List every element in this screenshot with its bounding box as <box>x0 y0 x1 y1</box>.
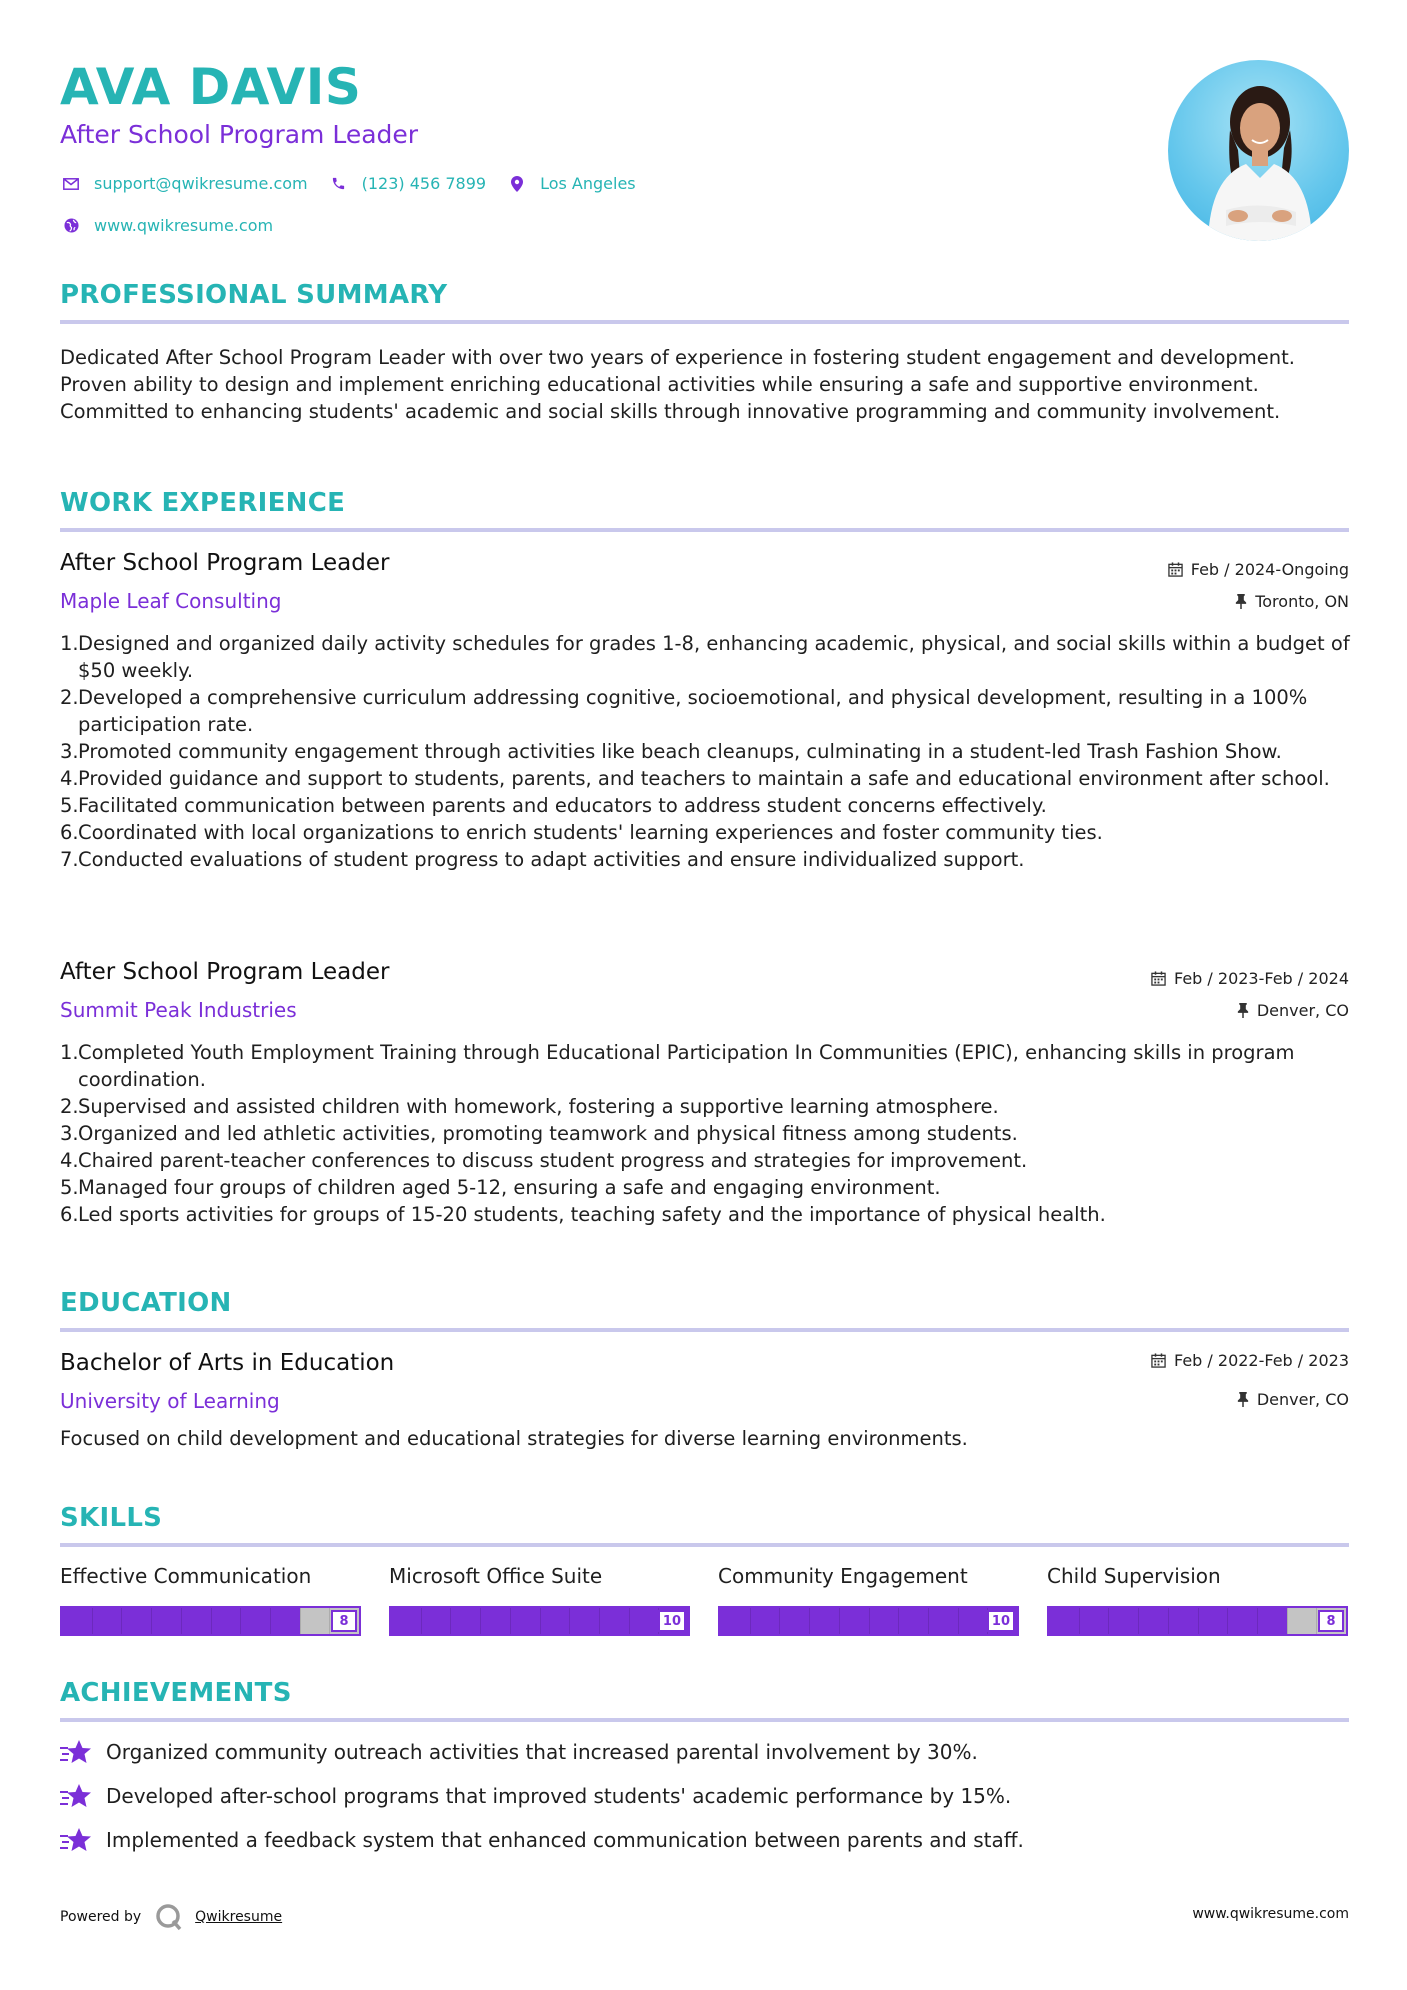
skill-bar-segment <box>181 1608 182 1634</box>
skill-item <box>718 1564 1019 1636</box>
job-dates <box>1151 969 1349 988</box>
skill-bar-segment <box>839 1608 840 1634</box>
skill-item <box>389 1564 690 1636</box>
skill-bar-segment <box>1138 1608 1139 1634</box>
skill-bar-segment <box>270 1608 271 1634</box>
skill-bar-segment <box>1287 1608 1288 1634</box>
section-title-skills: SKILLS <box>60 1503 163 1533</box>
section-divider <box>60 1718 1349 1722</box>
qwikresume-logo-icon <box>155 1903 183 1931</box>
powered-by <box>60 1903 282 1931</box>
list-item: Supervised and assisted children with homework, fostering a supportive learning atmosphere. <box>78 1095 999 1118</box>
skill-bar-segment <box>510 1608 511 1634</box>
qwikresume-link[interactable]: Qwikresume <box>195 1909 283 1925</box>
powered-by-label: Powered by <box>60 1909 142 1925</box>
pushpin-icon <box>1235 594 1247 609</box>
email-link[interactable]: support@qwikresume.com <box>94 174 308 193</box>
skill-bar-segment <box>300 1608 301 1634</box>
skill-bar-segment <box>1108 1608 1109 1634</box>
section-title-summary: PROFESSIONAL SUMMARY <box>60 280 448 310</box>
job-dates-text: Feb / 2023-Feb / 2024 <box>1174 969 1349 988</box>
achievement-item <box>60 1738 978 1766</box>
job-dates-text: Feb / 2024-Ongoing <box>1190 560 1349 579</box>
list-item: Provided guidance and support to students, parents, and teachers to maintain a safe and educational environment after school. <box>78 767 1330 790</box>
job-bullets <box>60 630 1350 873</box>
skill-item <box>60 1564 361 1636</box>
skill-bar-segment <box>928 1608 929 1634</box>
skill-bar-segment <box>121 1608 122 1634</box>
calendar-icon <box>1151 1353 1166 1368</box>
education-location <box>1237 1390 1349 1409</box>
calendar-icon <box>1151 971 1166 986</box>
skill-bar-segment <box>540 1608 541 1634</box>
section-divider <box>60 320 1349 324</box>
skill-level-bar <box>389 1606 690 1636</box>
star-icon <box>60 1782 92 1810</box>
achievement-item <box>60 1826 1024 1854</box>
education-location-text: Denver, CO <box>1256 1390 1349 1409</box>
achievement-text: Developed after-school programs that improved students' academic performance by 15%. <box>106 1784 1012 1808</box>
skill-bar-segment <box>869 1608 870 1634</box>
job-dates <box>1168 560 1349 579</box>
skill-level-badge: 8 <box>1318 1610 1344 1632</box>
list-item: Coordinated with local organizations to enrich students' learning experiences and foster community ties. <box>78 821 1103 844</box>
list-item: Completed Youth Employment Training through Educational Participation In Communities (EPIC), enhancing skills in program coordination. <box>78 1041 1295 1091</box>
education-description: Focused on child development and educational strategies for diverse learning environments. <box>60 1427 968 1450</box>
skill-bar-segment <box>1079 1608 1080 1634</box>
education-dates-text: Feb / 2022-Feb / 2023 <box>1174 1351 1349 1370</box>
section-title-achievements: ACHIEVEMENTS <box>60 1678 292 1708</box>
phone-number[interactable]: (123) 456 7899 <box>361 174 487 193</box>
job-title: After School Program Leader <box>60 959 390 985</box>
contact-row <box>60 174 656 193</box>
candidate-role: After School Program Leader <box>60 120 419 149</box>
skill-level-bar <box>1047 1606 1348 1636</box>
skill-name: Child Supervision <box>1047 1564 1221 1588</box>
list-item: Chaired parent-teacher conferences to discuss student progress and strategies for improvement. <box>78 1149 1028 1172</box>
achievement-text: Organized community outreach activities that increased parental involvement by 30%. <box>106 1740 978 1764</box>
skill-bar-segment <box>1257 1608 1258 1634</box>
pushpin-icon <box>1237 1392 1249 1407</box>
skill-bar-segment <box>898 1608 899 1634</box>
skill-bar-segment <box>809 1608 810 1634</box>
website-link[interactable]: www.qwikresume.com <box>94 216 274 235</box>
section-divider <box>60 1328 1349 1332</box>
job-location <box>1237 1001 1349 1020</box>
list-item: Managed four groups of children aged 5-12, ensuring a safe and engaging environment. <box>78 1176 941 1199</box>
summary-text: Dedicated After School Program Leader with over two years of experience in fostering student engagement and development. Proven ability to design and implement enriching educational activities while ensuring a safe and supportive environment. Committed to enhancing students' academic and social skills through innovative programming and community involvement. <box>60 346 1295 423</box>
school-name: University of Learning <box>60 1389 280 1413</box>
list-item: Designed and organized daily activity schedules for grades 1-8, enhancing academic, physical, and social skills within a budget of $50 weekly. <box>78 632 1350 682</box>
company-name: Summit Peak Industries <box>60 998 297 1022</box>
skill-bar-segment <box>958 1608 959 1634</box>
contact-row-web <box>60 216 293 235</box>
skill-level-bar <box>718 1606 1019 1636</box>
list-item: Led sports activities for groups of 15-20 students, teaching safety and the importance of physical health. <box>78 1203 1106 1226</box>
skill-bar-segment <box>450 1608 451 1634</box>
star-icon <box>60 1826 92 1854</box>
skill-bar-segment <box>1198 1608 1199 1634</box>
candidate-name: AVA DAVIS <box>60 58 362 116</box>
star-icon <box>60 1738 92 1766</box>
skill-bar-segment <box>750 1608 751 1634</box>
location-text: Los Angeles <box>540 174 636 193</box>
section-divider <box>60 1543 1349 1547</box>
skill-name: Community Engagement <box>718 1564 968 1588</box>
section-title-education: EDUCATION <box>60 1288 232 1318</box>
skill-level-badge: 10 <box>987 1610 1015 1632</box>
skill-bar-segment <box>151 1608 152 1634</box>
skill-bar-segment <box>480 1608 481 1634</box>
achievement-text: Implemented a feedback system that enhanced communication between parents and staff. <box>106 1828 1024 1852</box>
company-name: Maple Leaf Consulting <box>60 589 282 613</box>
skill-level-badge: 10 <box>658 1610 686 1632</box>
skill-bar-segment <box>1168 1608 1169 1634</box>
skill-bar-segment <box>629 1608 630 1634</box>
list-item: Promoted community engagement through activities like beach cleanups, culminating in a student-led Trash Fashion Show. <box>78 740 1282 763</box>
profile-photo <box>1168 60 1349 241</box>
skill-name: Effective Communication <box>60 1564 312 1588</box>
calendar-icon <box>1168 562 1183 577</box>
list-item: Facilitated communication between parents and educators to address student concerns effectively. <box>78 794 1047 817</box>
envelope-icon <box>60 175 82 193</box>
skill-level-bar <box>60 1606 361 1636</box>
list-item: Conducted evaluations of student progress to adapt activities and ensure individualized support. <box>78 848 1025 871</box>
job-location <box>1235 592 1349 611</box>
skill-bar-segment <box>1227 1608 1228 1634</box>
footer-website[interactable]: www.qwikresume.com <box>1192 1906 1349 1922</box>
skill-bar-segment <box>211 1608 212 1634</box>
pushpin-icon <box>1237 1003 1249 1018</box>
list-item: Developed a comprehensive curriculum addressing cognitive, socioemotional, and physical development, resulting in a 100% participation rate. <box>78 686 1308 736</box>
education-dates <box>1151 1351 1349 1370</box>
globe-icon <box>60 217 82 235</box>
skill-bar-segment <box>240 1608 241 1634</box>
skill-bar-segment <box>599 1608 600 1634</box>
job-title: After School Program Leader <box>60 550 390 576</box>
skill-bar-segment <box>779 1608 780 1634</box>
skill-bar-segment <box>421 1608 422 1634</box>
skill-item <box>1047 1564 1348 1636</box>
achievement-item <box>60 1782 1011 1810</box>
phone-icon <box>328 175 350 193</box>
list-item: Organized and led athletic activities, promoting teamwork and physical fitness among students. <box>78 1122 1018 1145</box>
job-location-text: Denver, CO <box>1256 1001 1349 1020</box>
job-bullets <box>60 1039 1350 1228</box>
section-divider <box>60 528 1349 532</box>
degree-title: Bachelor of Arts in Education <box>60 1350 395 1376</box>
skill-name: Microsoft Office Suite <box>389 1564 603 1588</box>
map-pin-icon <box>506 175 528 193</box>
skill-bar-segment <box>569 1608 570 1634</box>
skill-bar-segment <box>92 1608 93 1634</box>
job-location-text: Toronto, ON <box>1255 592 1349 611</box>
section-title-experience: WORK EXPERIENCE <box>60 488 346 518</box>
skill-level-badge: 8 <box>331 1610 357 1632</box>
